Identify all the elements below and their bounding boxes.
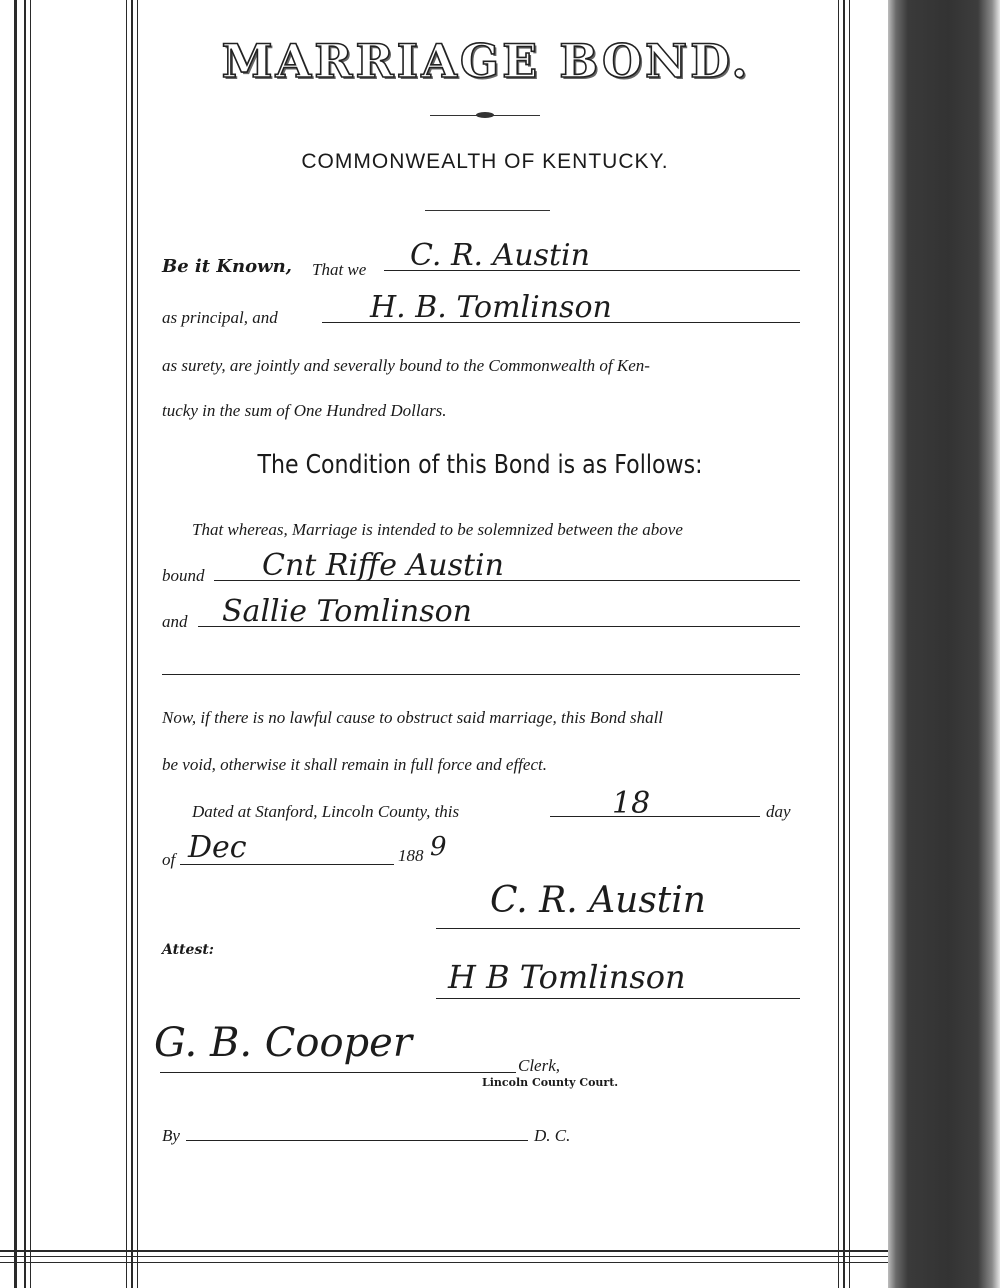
surety-text-line-2: tucky in the sum of One Hundred Dollars. — [162, 401, 447, 420]
title-divider-ornament — [476, 112, 494, 118]
left-border-line — [14, 0, 17, 1288]
left-border-line — [24, 0, 26, 1288]
form-right-rule — [838, 0, 839, 1288]
clerk-signature: G. B. Cooper — [154, 1020, 412, 1066]
form-right-rule — [849, 0, 850, 1288]
and-label: and — [162, 612, 188, 631]
left-border-line — [30, 0, 31, 1288]
groom-name: Cnt Riffe Austin — [262, 548, 504, 583]
day-value: 18 — [612, 786, 651, 821]
day-line — [550, 816, 760, 817]
commonwealth-divider — [425, 210, 550, 211]
clerk-signature-line — [160, 1072, 516, 1073]
year-suffix: 9 — [430, 832, 447, 862]
scan-shadow-strip — [888, 0, 1000, 1288]
surety-signature-line — [436, 998, 800, 999]
surety-text-line-1: as surety, are jointly and severally bound to the Commonwealth of Ken- — [162, 356, 650, 375]
clerk-label: Clerk, — [518, 1056, 561, 1075]
form-left-rule — [137, 0, 138, 1288]
court-label: Lincoln County Court. — [482, 1076, 619, 1089]
lawful-cause-line-1: Now, if there is no lawful cause to obstruct said marriage, this Bond shall — [162, 708, 664, 727]
be-it-known-label: Be it Known, — [162, 256, 292, 277]
form-left-rule — [131, 0, 133, 1288]
blank-line — [162, 674, 800, 675]
bottom-border-line — [0, 1250, 888, 1252]
as-principal-label: as principal, and — [162, 308, 278, 327]
by-label: By — [162, 1126, 180, 1145]
attest-label: Attest: — [162, 942, 214, 958]
form-left-rule — [126, 0, 127, 1288]
year-prefix: 188 — [398, 846, 424, 865]
principal-signature-line — [436, 928, 800, 929]
deputy-clerk-line — [186, 1140, 528, 1141]
lawful-cause-line-2: be void, otherwise it shall remain in full force and effect. — [162, 755, 547, 774]
of-label: of — [162, 850, 176, 869]
that-we-label: That we — [312, 260, 367, 279]
whereas-line: That whereas, Marriage is intended to be solemnized between the above — [192, 520, 683, 539]
month-value: Dec — [188, 830, 247, 865]
principal-signature: C. R. Austin — [490, 880, 706, 921]
commonwealth-heading: COMMONWEALTH OF KENTUCKY. — [301, 150, 669, 173]
dc-label: D. C. — [534, 1126, 571, 1145]
bottom-border-line — [0, 1262, 888, 1263]
dated-label: Dated at Stanford, Lincoln County, this — [192, 802, 460, 821]
condition-heading: The Condition of this Bond is as Follows: — [257, 450, 703, 480]
day-label: day — [766, 802, 791, 821]
bottom-border-line — [0, 1256, 888, 1257]
form-right-rule — [843, 0, 845, 1288]
bound-label: bound — [162, 566, 205, 585]
surety-signature: H B Tomlinson — [448, 958, 686, 996]
surety-name: H. B. Tomlinson — [370, 290, 612, 325]
principal-name: C. R. Austin — [410, 238, 590, 273]
bride-name: Sallie Tomlinson — [222, 594, 472, 629]
document-title: MARRIAGE BOND. — [221, 34, 751, 88]
